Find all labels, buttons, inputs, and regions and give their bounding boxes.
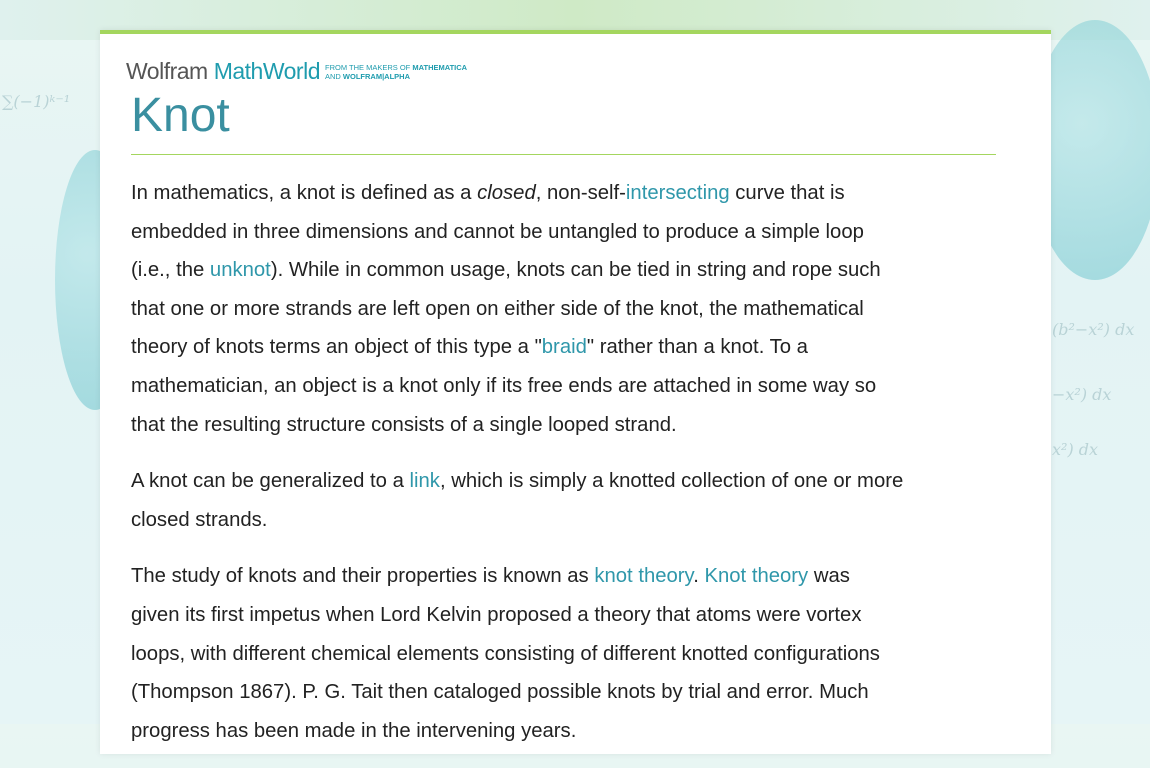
- body-text: ). While in common usage, knots can be tied in string and rope such: [270, 259, 881, 282]
- article-link[interactable]: braid: [541, 336, 587, 359]
- text-line: [131, 328, 1011, 367]
- background-formula: x²) dx: [1052, 440, 1099, 459]
- body-text: embedded in three dimensions and cannot be untangled to produce a simple loop: [131, 220, 864, 243]
- text-line: [131, 174, 1011, 213]
- body-text: that the resulting structure consists of a single looped strand.: [131, 413, 677, 436]
- tagline-text: FROM THE MAKERS OF: [324, 62, 411, 72]
- text-line: [131, 251, 1011, 290]
- logo-mathworld: MathWorld: [213, 58, 320, 84]
- body-text: mathematician, an object is a knot only if its free ends are attached in some way so: [131, 374, 877, 397]
- text-line: [131, 367, 1011, 406]
- body-text: " rather than a knot. To a: [586, 336, 808, 359]
- background-formula: (b²−x²) dx: [1052, 320, 1135, 339]
- logo-wolfram: Wolfram: [126, 58, 208, 84]
- body-text: was: [808, 565, 850, 588]
- article-link[interactable]: Knot theory: [704, 565, 809, 588]
- body-text: loops, with different chemical elements consisting of different knotted configurations: [131, 642, 880, 665]
- article-link[interactable]: unknot: [209, 259, 271, 282]
- tagline-mathematica: MATHEMATICA: [412, 62, 468, 72]
- text-line: [131, 596, 1011, 635]
- tagline-wolframalpha: WOLFRAM|ALPHA: [342, 71, 411, 81]
- article-card: [100, 30, 1051, 754]
- text-line: [131, 406, 1011, 445]
- article-link[interactable]: intersecting: [625, 182, 730, 204]
- text-line: [131, 712, 1011, 751]
- background-formula: ∑(−1)ᵏ⁻¹: [2, 92, 71, 111]
- body-text: The study of knots and their properties is known as: [131, 565, 595, 588]
- text-line: [131, 213, 1011, 252]
- article-link[interactable]: link: [409, 470, 440, 493]
- paragraph: [131, 557, 1011, 750]
- body-text: (i.e., the: [131, 259, 210, 282]
- body-text: .: [693, 565, 705, 588]
- body-text: curve that is: [729, 182, 845, 204]
- body-text: closed strands.: [131, 508, 268, 531]
- article-link[interactable]: knot theory: [594, 565, 694, 588]
- text-line: [131, 501, 1011, 540]
- page-title: Knot: [131, 89, 230, 142]
- body-text: that one or more strands are left open on either side of the knot, the mathematical: [131, 297, 864, 320]
- body-text: , non-self-: [535, 182, 626, 204]
- text-line: [131, 673, 1011, 712]
- body-text: In mathematics, a knot is defined as a: [131, 182, 478, 204]
- article-body: [131, 174, 1011, 768]
- background-formula: −x²) dx: [1052, 385, 1112, 404]
- body-text: theory of knots terms an object of this type a ": [131, 336, 542, 359]
- body-text: (Thompson 1867). P. G. Tait then cataloged possible knots by trial and error. Much: [131, 681, 869, 704]
- body-text: A knot can be generalized to a: [131, 470, 410, 493]
- paragraph: [131, 462, 1011, 539]
- mathworld-logo[interactable]: [126, 58, 467, 85]
- body-text: , which is simply a knotted collection of one or more: [439, 470, 904, 493]
- text-line: [131, 462, 1011, 501]
- logo-tagline: [325, 63, 467, 81]
- text-line: [131, 557, 1011, 596]
- tagline-text: AND: [324, 71, 341, 81]
- body-text: given its first impetus when Lord Kelvin proposed a theory that atoms were vortex: [131, 603, 862, 626]
- body-text: progress has been made in the intervening years.: [131, 719, 577, 742]
- title-divider: [131, 154, 996, 155]
- text-line: [131, 635, 1011, 674]
- text-line: [131, 290, 1011, 329]
- emphasis-text: closed: [477, 182, 536, 204]
- paragraph: [131, 174, 1011, 444]
